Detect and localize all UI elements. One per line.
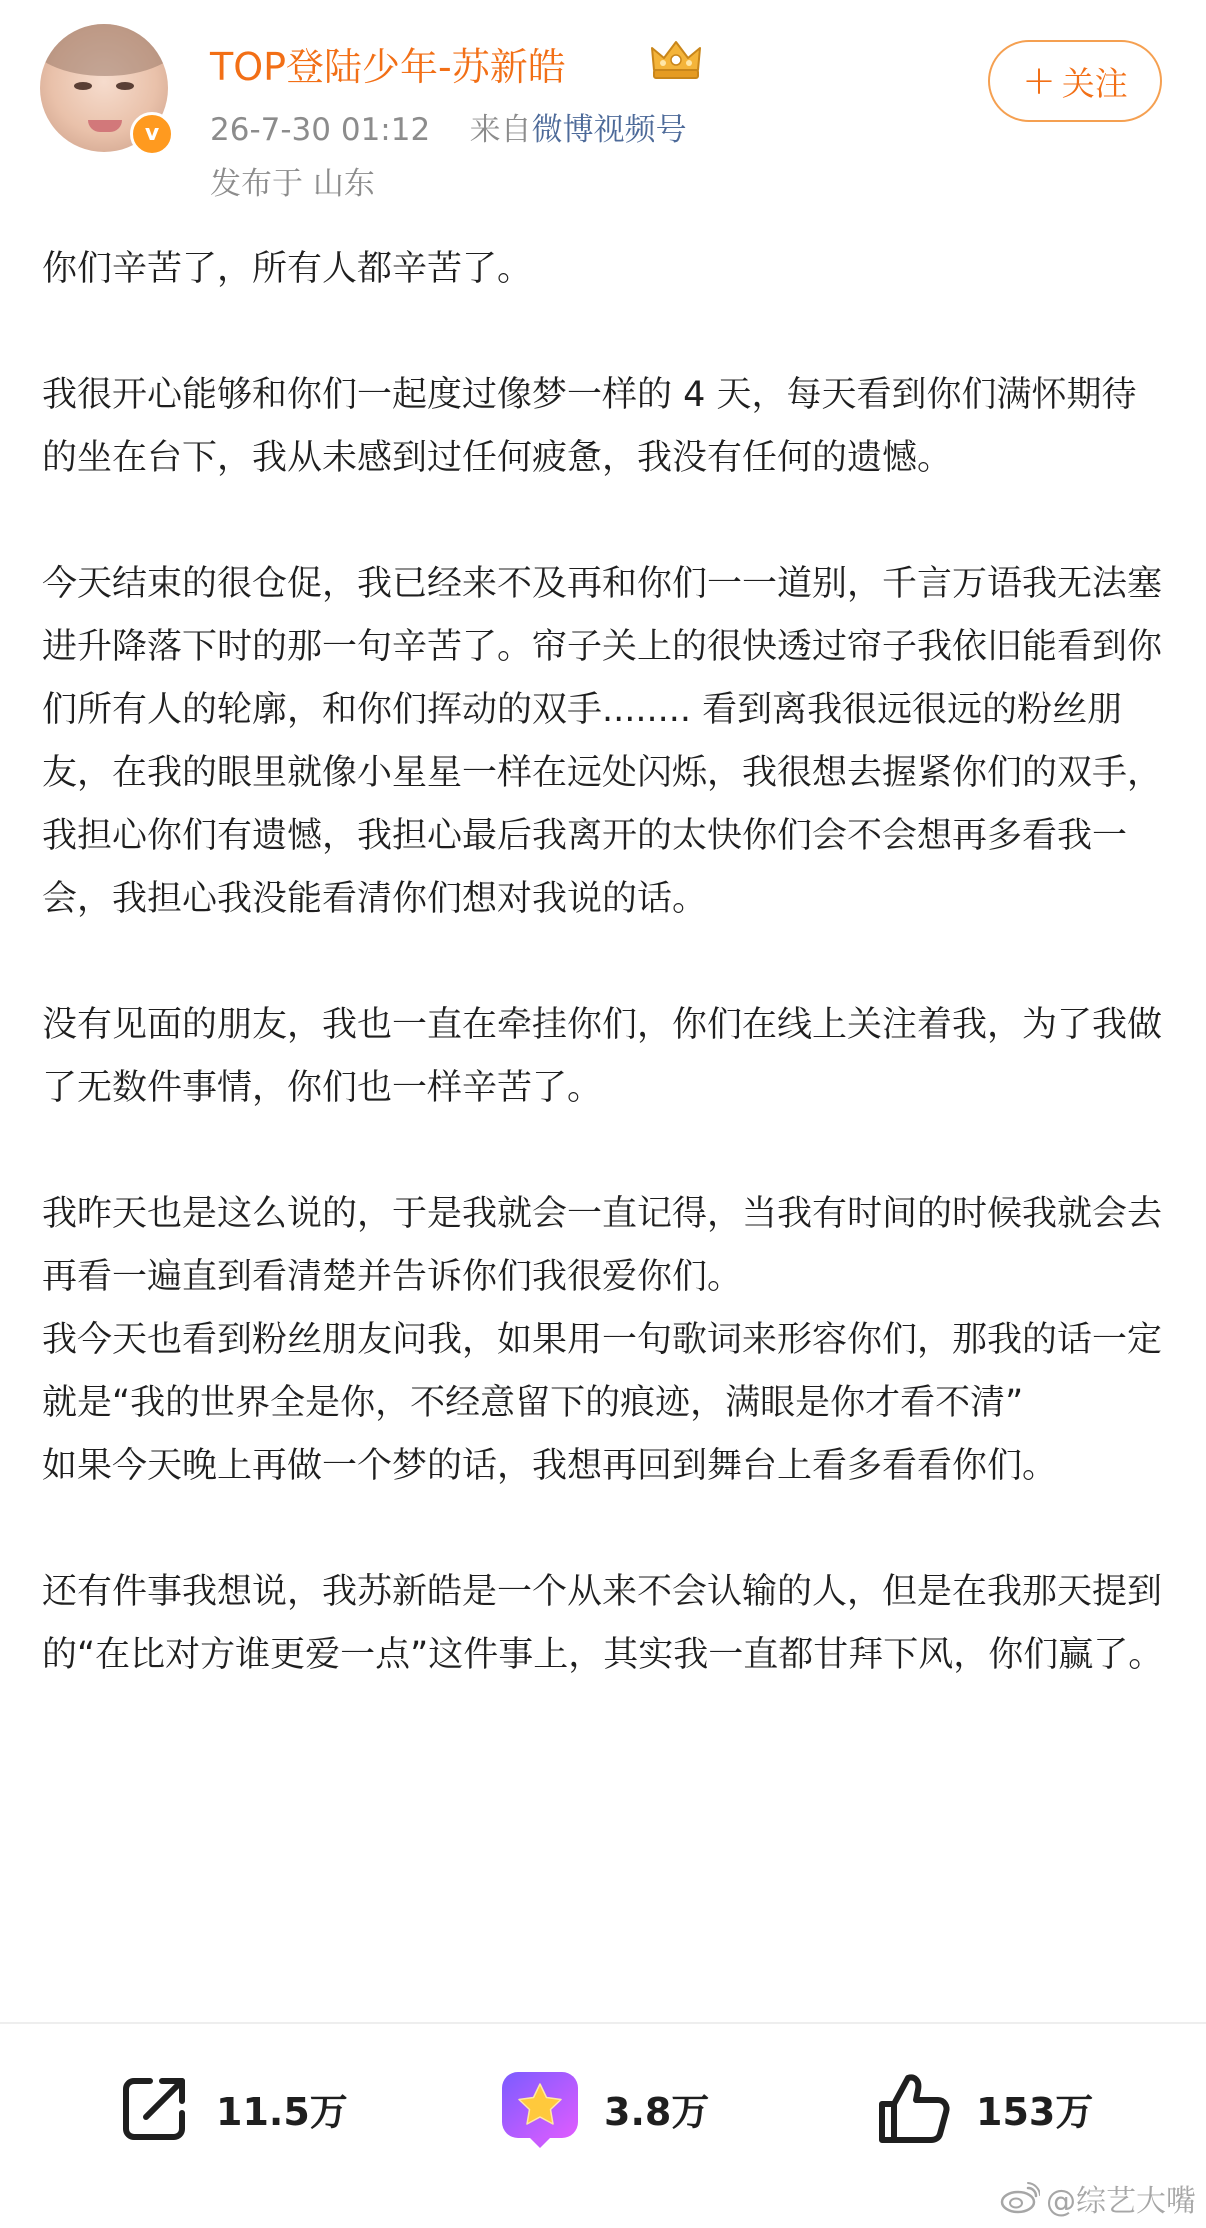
share-count: 11.5万	[216, 2089, 348, 2134]
action-bar	[0, 2024, 1206, 2184]
avatar-eye	[74, 82, 92, 90]
thumbs-up-icon	[874, 2068, 954, 2148]
post-header	[0, 0, 1206, 220]
star-favorite-icon	[498, 2066, 582, 2150]
post-paragraph: 你们辛苦了，所有人都辛苦了。	[42, 249, 533, 289]
avatar-eye	[116, 82, 134, 90]
post-paragraph: 我昨天也是这么说的，于是我就会一直记得，当我有时间的时候我就会去再看一遍直到看清楚并告诉你们我很爱你们。 我今天也看到粉丝朋友问我，如果用一句歌词来形容你们，那我的话一定就是“我的世界全是你，不经意留下的痕迹，满眼是你才看不清” 如果今天晚上再做一个梦的话，我想再回到舞台上看多看看你们。	[42, 1194, 1163, 1486]
avatar-mouth	[88, 120, 122, 132]
source-prefix: 来自	[469, 112, 532, 148]
follow-label: 关注	[1061, 63, 1128, 103]
weibo-logo-icon	[1000, 2182, 1040, 2214]
source-link[interactable]: 微博视频号	[531, 112, 687, 148]
post-location: 发布于 山东	[210, 166, 375, 202]
post-paragraph: 还有件事我想说，我苏新皓是一个从来不会认输的人，但是在我那天提到的“在比对方谁更爱一点”这件事上，其实我一直都甘拜下风，你们赢了。	[42, 1572, 1164, 1675]
share-button[interactable]	[116, 2068, 348, 2148]
post-paragraph: 没有见面的朋友，我也一直在牵挂你们，你们在线上关注着我，为了我做了无数件事情，你们也一样辛苦了。	[42, 1005, 1163, 1108]
post-paragraph: 今天结束的很仓促，我已经来不及再和你们一一道别，千言万语我无法塞进升降落下时的那一句辛苦了。帘子关上的很快透过帘子我依旧能看到你们所有人的轮廓，和你们挥动的双手........ 看到离我很远很远的粉丝朋友，在我的眼里就像小星星一样在远处闪烁，我很想去握紧你们的双手，我担心你们有遗憾，我担心最后我离开的太快你们会不会想再多看我一会，我担心我没能看清你们想对我说的话。	[42, 564, 1163, 919]
share-icon	[116, 2069, 194, 2147]
post-meta	[210, 104, 687, 149]
favorite-button[interactable]	[498, 2068, 709, 2148]
post-timestamp: 26-7-30 01:12	[210, 112, 431, 148]
crown-badge-icon	[648, 36, 704, 82]
plus-icon: +	[1022, 58, 1056, 104]
like-button[interactable]	[874, 2068, 1093, 2148]
post-body	[42, 238, 1166, 1750]
post-paragraph: 我很开心能够和你们一起度过像梦一样的 4 天，每天看到你们满怀期待的坐在台下，我从未感到过任何疲惫，我没有任何的遗憾。	[42, 375, 1137, 478]
verified-badge-icon: v	[130, 112, 174, 156]
watermark-text: @综艺大嘴	[1046, 2184, 1196, 2219]
username[interactable]: TOP登陆少年-苏新皓	[210, 45, 566, 89]
favorite-count: 3.8万	[604, 2089, 710, 2134]
avatar-hair	[40, 24, 168, 76]
follow-button[interactable]	[988, 40, 1162, 122]
like-count: 153万	[976, 2089, 1094, 2134]
watermark	[1000, 2176, 1196, 2220]
